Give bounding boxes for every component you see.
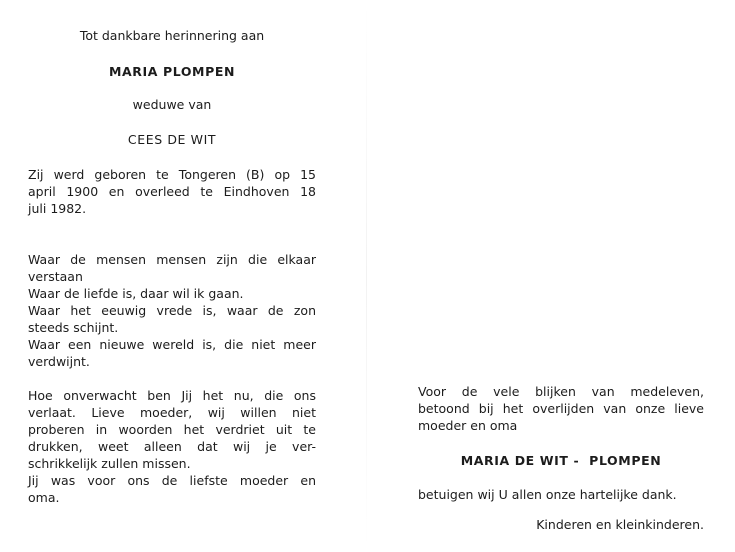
farewell-paragraph xyxy=(28,387,316,506)
widow-of-line: weduwe van xyxy=(132,97,212,112)
bio-line: juli 1982. xyxy=(28,201,87,216)
bio-line: Zij werd geboren te Tongeren (B) op 15 xyxy=(28,167,316,182)
farewell-line: schrikkelijk zullen missen. xyxy=(28,456,191,471)
farewell-line: drukken, weet alleen dat wij je ver- xyxy=(28,439,316,454)
thanks-paragraph xyxy=(418,383,704,434)
farewell-line: Jij was voor ons de liefste moeder en xyxy=(28,473,316,488)
thanks-line: moeder en oma xyxy=(418,418,518,433)
poem-line: Waar een nieuwe wereld is, die niet meer xyxy=(28,337,316,352)
deceased-name: MARIA PLOMPEN xyxy=(108,64,236,79)
husband-name: CEES DE WIT xyxy=(127,132,217,147)
thanks-line: betoond bij het overlijden van onze lieve xyxy=(418,401,704,416)
intro-line: Tot dankbare herinnering aan xyxy=(79,28,265,43)
poem-line: steeds schijnt. xyxy=(28,320,119,335)
poem-paragraph xyxy=(28,251,316,370)
bio-line: april 1900 en overleed te Eindhoven 18 xyxy=(28,184,316,199)
signature-line: Kinderen en kleinkinderen. xyxy=(536,517,704,532)
poem-line: Waar het eeuwig vrede is, waar de zon xyxy=(28,303,316,318)
farewell-line: Hoe onverwacht ben Jij het nu, die ons xyxy=(28,388,316,403)
farewell-line: verlaat. Lieve moeder, wij willen niet xyxy=(28,405,316,420)
farewell-line: oma. xyxy=(28,490,60,505)
bio-paragraph xyxy=(28,166,316,217)
gratitude-line: betuigen wij U allen onze hartelijke dank. xyxy=(418,487,677,502)
poem-line: verstaan xyxy=(28,269,83,284)
married-name: MARIA DE WIT - PLOMPEN xyxy=(460,453,662,468)
thanks-line: Voor de vele blijken van medeleven, xyxy=(418,384,704,399)
card-fold xyxy=(366,0,367,552)
farewell-line: proberen in woorden het verdriet uit te xyxy=(28,422,316,437)
poem-line: Waar de liefde is, daar wil ik gaan. xyxy=(28,286,244,301)
poem-line: verdwijnt. xyxy=(28,354,90,369)
poem-line: Waar de mensen mensen zijn die elkaar xyxy=(28,252,316,267)
